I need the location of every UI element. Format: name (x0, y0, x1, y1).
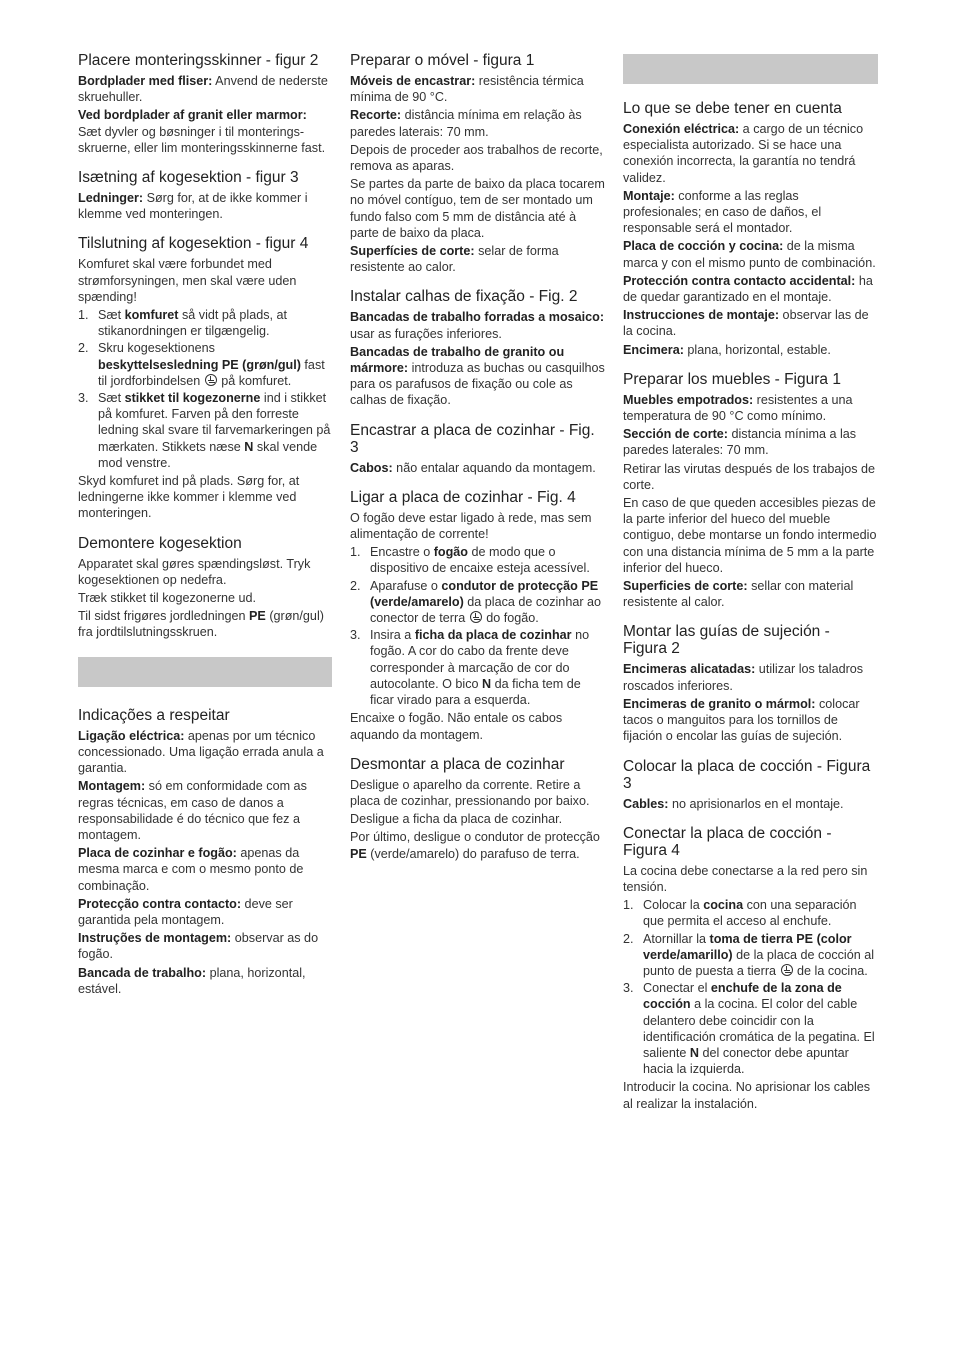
earth-ground-icon (470, 611, 482, 623)
numbered-list (623, 897, 878, 1077)
paragraph: Skyd komfuret ind på plads. Sørg for, at ledningerne ikke kommer i klemme ved monteringen. (78, 474, 300, 521)
paragraph: Se partes da parte de baixo da placa tocarem no móvel contíguo, tem de ser montado um fundo falso com 5 mm de distância até à parte de baixo da placa. (350, 177, 605, 240)
section-title: Instalar calhas de fixação - Fig. 2 (350, 288, 578, 306)
paragraph: Encimeras alicatadas: utilizar los taladros roscados inferiores. (623, 662, 864, 693)
section-title: Desmontar a placa de cozinhar (350, 755, 565, 773)
language-header-bar (78, 657, 332, 687)
section-title: Lo que se debe tener en cuenta (623, 100, 842, 117)
section-isaetning (78, 169, 332, 222)
numbered-list (350, 544, 606, 708)
paragraph: Komfuret skal være forbundet med strømforsyningen, men skal være uden spænding! (78, 257, 297, 304)
paragraph: Ved bordplader af granit eller marmor: Sæt dyvler og bøsninger i til monterings-skruerne, eller lim monteringsskinnerne fast. (78, 108, 326, 155)
paragraph: Ledninger: Sørg for, at de ikke kommer i klemme ved monteringen. (78, 191, 308, 222)
list-item: 1. Sæt komfuret så vidt på plads, at stikanordningen er tilgængelig. (78, 308, 288, 339)
list-item: 3. Conectar el enchufe de la zona de cocción a la cocina. El color del cable delantero debe coincidir con la identificación cromática de la pegatina. El saliente N del conector debe apuntar hacia la izquierda. (623, 981, 875, 1077)
paragraph: Bordplader med fliser: Anvend de nederste skruehuller. (78, 74, 328, 105)
paragraph: Por último, desligue o condutor de protecção PE (verde/amarelo) do parafuso de terra. (350, 830, 600, 861)
paragraph: Bancada de trabalho: plana, horizontal, estável. (78, 965, 306, 996)
paragraph: Sección de corte: distancia mínima a las paredes laterales: 70 mm. (623, 427, 857, 458)
list-item: 2. Aparafuse o condutor de protecção PE (verde/amarelo) da placa de cozinhar ao conector de terra do fogão. (350, 578, 602, 626)
column-spanish (623, 52, 878, 1125)
paragraph: Montaje: conforme a las reglas profesionales; en caso de daños, el responsable será el montador. (623, 188, 822, 236)
paragraph: En caso de que queden accesibles piezas de la parte inferior del hueco del mueble contiguo, debe montarse un fondo intermedio con una distancia mínima de 5 mm a la parte inferior del hueco. (623, 496, 877, 575)
paragraph: La cocina debe conectarse a la red pero sin tensión. (623, 863, 868, 894)
paragraph: Montagem: só em conformidade com as regras técnicas, em caso de danos a responsabilidade é do técnico que fez a montagem. (78, 779, 307, 842)
paragraph: Encimeras de granito o mármol: colocar tacos o manguitos para los tornillos de fijación o encolar las guías de sujeción. (623, 696, 860, 744)
section-conectar-placa (623, 825, 878, 1112)
column-danish (78, 52, 332, 1010)
paragraph: Encimera: plana, horizontal, estable. (623, 342, 831, 357)
list-item: 1. Encastre o fogão de modo que o dispositivo de encaixe esteja acessível. (350, 545, 590, 576)
section-title: Tilslutning af kogesektion - figur 4 (78, 235, 309, 253)
section-lo-que-se-debe (623, 100, 878, 358)
section-title: Montar las guías de sujeción - Figura 2 (623, 623, 830, 658)
section-title: Conectar la placa de cocción - Figura 4 (623, 824, 832, 859)
paragraph: Encaixe o fogão. Não entale os cabos aquando da montagem. (350, 711, 563, 742)
section-placere-monteringsskinner (78, 52, 332, 156)
section-montar-guias (623, 623, 878, 744)
paragraph: Ligação eléctrica: apenas por um técnico concessionado. Uma ligação errada anula a garantia. (78, 728, 324, 776)
paragraph: Depois de proceder aos trabalhos de recorte, remova as aparas. (350, 142, 603, 174)
paragraph: Protección contra contacto accidental: ha de quedar garantizado en el montaje. (623, 273, 873, 305)
section-desmontar (350, 756, 606, 862)
paragraph: Desligue o aparelho da corrente. Retire a placa de cozinhar, pressionando por baixo. (350, 777, 590, 808)
paragraph: Superfícies de corte: selar de forma resistente ao calor. (350, 244, 559, 275)
section-colocar-placa (623, 758, 878, 812)
section-title: Demontere kogesektion (78, 534, 242, 552)
paragraph: Desligue a ficha da placa de cozinhar. (350, 812, 563, 827)
paragraph: Muebles empotrados: resistentes a una temperatura de 90 °C como mínimo. (623, 392, 853, 424)
earth-ground-icon (205, 374, 217, 386)
paragraph: Recorte: distância mínima em relação às paredes laterais: 70 mm. (350, 108, 582, 139)
paragraph: Cables: no aprisionarlos en el montaje. (623, 796, 844, 811)
paragraph: O fogão deve estar ligado à rede, mas sem alimentação de corrente! (350, 510, 592, 542)
section-indicacoes (78, 707, 332, 997)
section-demontere (78, 535, 332, 641)
section-title: Encastrar a placa de cozinhar - Fig. 3 (350, 421, 595, 456)
section-instalar-calhas (350, 288, 606, 408)
paragraph: Træk stikket til kogezonerne ud. (78, 591, 257, 606)
language-header-bar (623, 54, 878, 84)
paragraph: Instruções de montagem: observar as do fogão. (78, 931, 319, 962)
section-title: Indicações a respeitar (78, 706, 230, 724)
section-title: Colocar la placa de cocción - Figura 3 (623, 757, 871, 792)
paragraph: Bancadas de trabalho forradas a mosaico: usar as furações inferiores. (350, 310, 605, 341)
section-title: Isætning af kogesektion - figur 3 (78, 169, 299, 187)
paragraph: Introducir la cocina. No aprisionar los cables al realizar la instalación. (623, 1080, 871, 1111)
earth-ground-icon (781, 964, 793, 976)
section-tilslutning (78, 235, 332, 521)
section-title: Preparar o móvel - figura 1 (350, 52, 535, 69)
paragraph: Bancadas de trabalho de granito ou mármore: introduza as buchas ou casquilhos para os parafusos de fixação ou cole as calhas de fixação. (350, 344, 605, 408)
paragraph: Apparatet skal gøres spændingsløst. Tryk kogesektionen op nedefra. (78, 556, 311, 587)
paragraph: Superficies de corte: sellar con material resistente al calor. (623, 579, 854, 610)
paragraph: Protecção contra contacto: deve ser garantida pela montagem. (78, 896, 293, 927)
list-item: 1. Colocar la cocina con una separación que permita el acceso al enchufe. (623, 898, 857, 929)
section-preparar-movel (350, 52, 606, 275)
paragraph: Conexión eléctrica: a cargo de un técnico especialista autorizado. Si se hace una conexión incorrecta, la garantía no tendrá validez. (623, 122, 864, 185)
paragraph: Placa de cocción y cocina: de la misma marca y con el mismo punto de combinación. (623, 239, 876, 270)
section-title: Preparar los muebles - Figura 1 (623, 370, 841, 388)
section-encastrar (350, 422, 606, 476)
paragraph: Móveis de encastrar: resistência térmica mínima de 90 °C. (350, 74, 584, 105)
list-item: 2. Skru kogesektionens beskyttelsesledning PE (grøn/gul) fast til jordforbindelsen på komfuret. (78, 341, 325, 388)
paragraph: Til sidst frigøres jordledningen PE (grøn/gul) fra jordtilslutningsskruen. (78, 609, 324, 640)
section-title: Placere monteringsskinner - figur 2 (78, 52, 319, 69)
paragraph: Cabos: não entalar aquando da montagem. (350, 460, 596, 475)
section-ligar (350, 489, 606, 743)
paragraph: Placa de cozinhar e fogão: apenas da mesma marca e com o mesmo ponto de combinação. (78, 846, 304, 893)
section-title: Ligar a placa de cozinhar - Fig. 4 (350, 488, 576, 506)
paragraph: Instrucciones de montaje: observar las de la cocina. (623, 308, 869, 339)
list-item: 3. Insira a ficha da placa de cozinhar no fogão. A cor do cabo da frente deve corresponder à marcação de cor do autocolante. O bico N da ficha tem de ficar virado para a esquerda. (350, 628, 590, 708)
paragraph: Retirar las virutas después de los trabajos de corte. (623, 461, 876, 492)
numbered-list (78, 307, 332, 471)
list-item: 2. Atornillar la toma de tierra PE (color verde/amarillo) de la placa de cocción al punto de puesta a tierra de la cocina. (623, 931, 875, 978)
list-item: 3. Sæt stikket til kogezonerne ind i stikket på komfuret. Farven på den forreste ledning skal svare til farvemarkeringen på mærkaten. Stikkets næse N skal vende mod venstre. (78, 391, 331, 470)
section-preparar-muebles (623, 371, 878, 611)
column-portuguese (350, 52, 606, 875)
